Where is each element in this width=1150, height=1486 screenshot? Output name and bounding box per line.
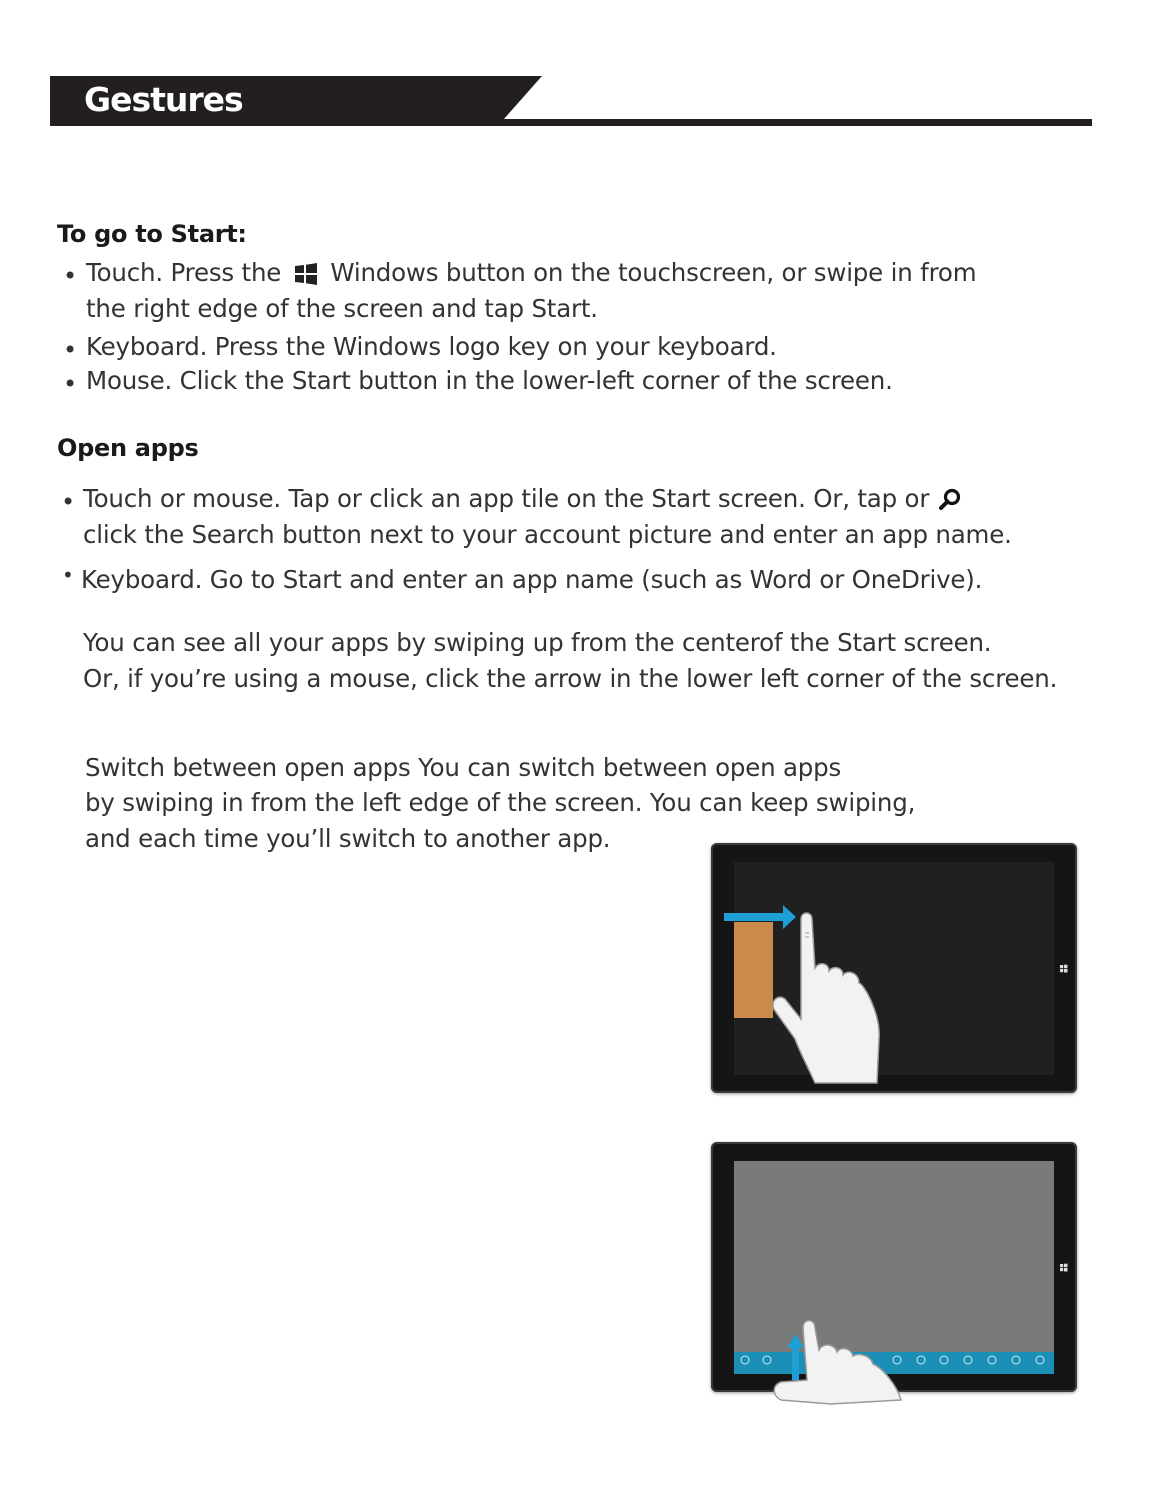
keyboard-start-line: Keyboard. Press the Windows logo key on your keyboard. bbox=[86, 332, 777, 361]
windows-logo-icon bbox=[293, 263, 319, 285]
bullet: • bbox=[62, 563, 74, 587]
open-apps-heading: Open apps bbox=[57, 434, 199, 462]
touch-apps-text: Touch or mouse. Tap or click an app tile on the Start screen. Or, tap or bbox=[83, 484, 930, 513]
search-icon bbox=[937, 488, 963, 512]
tablet-swipe-up-illustration bbox=[711, 1142, 1077, 1392]
switch-apps-line-2: by swiping in from the left edge of the screen. You can keep swiping, bbox=[85, 788, 916, 817]
all-apps-line-2: Or, if you’re using a mouse, click the arrow in the lower left corner of the screen. bbox=[83, 664, 1058, 693]
mouse-start-line: Mouse. Click the Start button in the lower-left corner of the screen. bbox=[86, 366, 893, 395]
bullet: • bbox=[61, 488, 76, 516]
swipe-up-drawing bbox=[711, 1142, 1077, 1412]
bullet: • bbox=[63, 336, 78, 364]
touch-start-text-b: Windows button on the touchscreen, or swipe in from bbox=[330, 258, 977, 287]
windows-logo-icon bbox=[1060, 1264, 1068, 1272]
touch-start-line-1 bbox=[86, 258, 976, 287]
switch-apps-line-3: and each time you’ll switch to another app. bbox=[85, 824, 611, 853]
header-rule bbox=[488, 119, 1092, 126]
swipe-arrow-shaft bbox=[724, 913, 786, 921]
touch-apps-line-1 bbox=[83, 484, 963, 513]
touch-apps-line-2: click the Search button next to your account picture and enter an app name. bbox=[83, 520, 1012, 549]
swipe-up-arrow-shaft bbox=[792, 1346, 799, 1380]
tablet-swipe-left-illustration bbox=[711, 843, 1077, 1093]
swipe-arrow-head bbox=[783, 905, 796, 929]
page-title: Gestures bbox=[84, 80, 243, 119]
bullet: • bbox=[63, 262, 78, 290]
all-apps-line-1: You can see all your apps by swiping up from the centerof the Start screen. bbox=[83, 628, 992, 657]
app-tile bbox=[734, 922, 773, 1018]
switch-apps-line-1: Switch between open apps You can switch between open apps bbox=[85, 753, 842, 782]
keyboard-apps-line: Keyboard. Go to Start and enter an app name (such as Word or OneDrive). bbox=[81, 565, 983, 594]
touch-start-line-2: the right edge of the screen and tap Start. bbox=[86, 294, 598, 323]
windows-logo-icon bbox=[1060, 965, 1068, 973]
swipe-left-drawing bbox=[711, 843, 1077, 1093]
bullet: • bbox=[63, 370, 78, 398]
start-heading: To go to Start: bbox=[57, 220, 247, 248]
hand-icon bbox=[773, 913, 879, 1083]
touch-start-text-a: Touch. Press the bbox=[86, 258, 282, 287]
swipe-up-arrow-head bbox=[787, 1334, 804, 1348]
